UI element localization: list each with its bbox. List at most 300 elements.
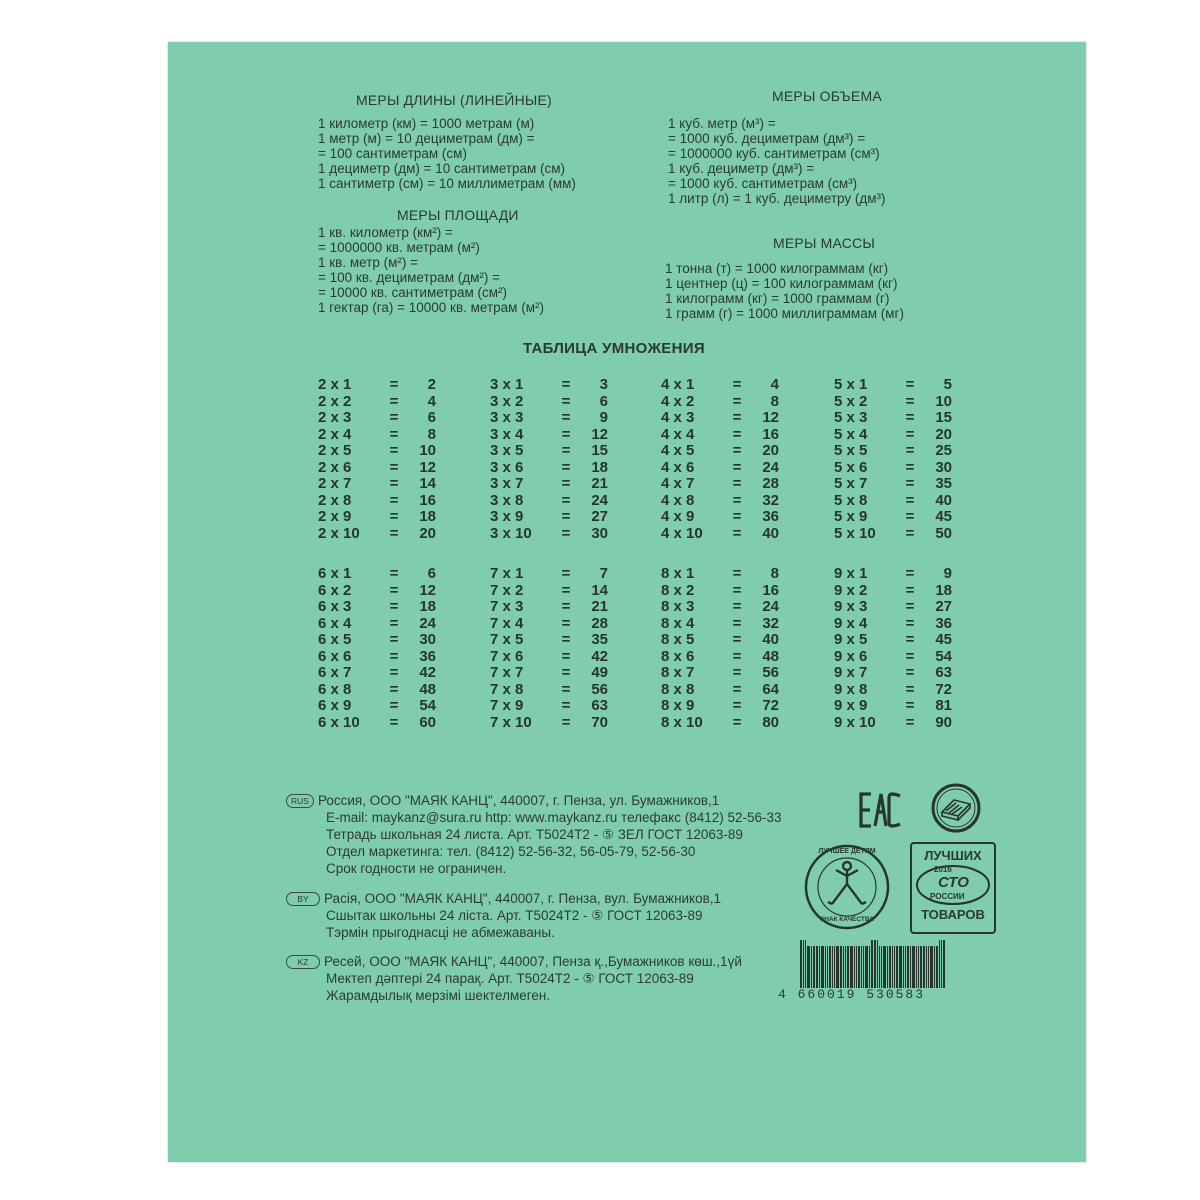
multiplication-result: 4 xyxy=(427,392,436,410)
multiplication-expression: 5 x 7 xyxy=(834,475,868,492)
mass-line: 1 грамм (г) = 1000 миллиграммам (мг) xyxy=(665,306,904,321)
multiplication-expression: 8 x 6 xyxy=(661,647,695,665)
multiplication-row xyxy=(834,697,984,714)
multiplication-row xyxy=(834,426,984,443)
multiplication-result: 20 xyxy=(935,425,952,443)
equals-sign: = xyxy=(905,392,915,410)
multiplication-expression: 9 x 1 xyxy=(834,565,868,582)
multiplication-result: 63 xyxy=(935,664,952,681)
multiplication-row xyxy=(318,525,468,542)
barcode-digits: 4 660019 530583 xyxy=(778,987,926,1002)
equals-sign: = xyxy=(389,697,399,714)
equals-sign: = xyxy=(905,409,915,426)
eac-mark-icon xyxy=(858,790,902,835)
country-badge-rus: RUS xyxy=(286,794,314,808)
mass-measures xyxy=(665,261,904,321)
equals-sign: = xyxy=(905,376,915,393)
multiplication-expression: 9 x 2 xyxy=(834,581,868,599)
multiplication-expression: 4 x 10 xyxy=(661,524,703,542)
equals-sign: = xyxy=(905,614,915,632)
multiplication-result: 18 xyxy=(419,508,436,525)
multiplication-row xyxy=(490,508,640,525)
equals-sign: = xyxy=(905,697,915,714)
multiplication-result: 63 xyxy=(591,697,608,714)
multiplication-result: 72 xyxy=(762,697,779,714)
multiplication-expression: 8 x 10 xyxy=(661,713,703,731)
multiplication-expression: 7 x 5 xyxy=(490,631,524,648)
multiplication-expression: 9 x 5 xyxy=(834,631,868,648)
equals-sign: = xyxy=(905,442,915,459)
equals-sign: = xyxy=(561,392,571,410)
multiplication-row xyxy=(661,475,811,492)
multiplication-result: 81 xyxy=(935,697,952,714)
multiplication-expression: 6 x 4 xyxy=(318,614,352,632)
equals-sign: = xyxy=(732,524,742,542)
multiplication-block xyxy=(661,376,811,541)
barcode-bar xyxy=(825,946,826,988)
multiplication-row xyxy=(661,442,811,459)
multiplication-row xyxy=(661,697,811,714)
barcode-bar xyxy=(856,946,857,988)
equals-sign: = xyxy=(732,491,742,509)
notebook-back-cover xyxy=(168,42,1086,1162)
multiplication-row xyxy=(834,664,984,681)
best-goods-emblem xyxy=(912,863,994,907)
multiplication-row xyxy=(834,565,984,582)
multiplication-block xyxy=(661,565,811,730)
multiplication-row xyxy=(490,697,640,714)
volume-line: = 1000000 куб. сантиметрам (см³) xyxy=(668,146,880,161)
barcode-bar xyxy=(916,946,917,988)
equals-sign: = xyxy=(389,631,399,648)
equals-sign: = xyxy=(561,508,571,525)
barcode-bar xyxy=(903,946,904,988)
equals-sign: = xyxy=(732,565,742,582)
multiplication-expression: 2 x 1 xyxy=(318,376,352,393)
multiplication-expression: 4 x 1 xyxy=(661,376,695,393)
multiplication-expression: 3 x 5 xyxy=(490,442,524,459)
multiplication-row xyxy=(661,598,811,615)
multiplication-result: 3 xyxy=(599,376,608,393)
barcode-bar xyxy=(874,940,876,988)
multiplication-expression: 6 x 6 xyxy=(318,647,352,665)
multiplication-result: 72 xyxy=(935,680,952,698)
multiplication-expression: 3 x 4 xyxy=(490,425,524,443)
multiplication-row xyxy=(318,681,468,698)
multiplication-expression: 5 x 8 xyxy=(834,491,868,509)
multiplication-expression: 2 x 10 xyxy=(318,524,360,542)
multiplication-expression: 2 x 8 xyxy=(318,491,352,509)
equals-sign: = xyxy=(732,409,742,426)
volume-measures xyxy=(668,116,886,206)
equals-sign: = xyxy=(561,697,571,714)
multiplication-expression: 7 x 8 xyxy=(490,680,524,698)
multiplication-expression: 7 x 9 xyxy=(490,697,524,714)
multiplication-row xyxy=(661,615,811,632)
multiplication-expression: 5 x 2 xyxy=(834,392,868,410)
barcode-bar xyxy=(803,940,804,988)
multiplication-result: 40 xyxy=(935,491,952,509)
multiplication-result: 7 xyxy=(599,565,608,582)
multiplication-result: 60 xyxy=(419,713,436,731)
equals-sign: = xyxy=(561,614,571,632)
multiplication-expression: 6 x 7 xyxy=(318,664,352,681)
multiplication-expression: 4 x 8 xyxy=(661,491,695,509)
barcode-bar xyxy=(858,946,860,988)
multiplication-result: 35 xyxy=(591,631,608,648)
equals-sign: = xyxy=(905,581,915,599)
multiplication-result: 18 xyxy=(935,581,952,599)
multiplication-expression: 5 x 9 xyxy=(834,508,868,525)
multiplication-expression: 5 x 4 xyxy=(834,425,868,443)
volume-line: = 1000 куб. дециметрам (дм³) = xyxy=(668,131,866,146)
barcode-bar xyxy=(877,940,878,988)
equals-sign: = xyxy=(561,581,571,599)
area-line: = 10000 кв. сантиметрам (см²) xyxy=(318,285,508,300)
multiplication-row xyxy=(318,582,468,599)
length-line: 1 метр (м) = 10 дециметрам (дм) = xyxy=(318,131,535,146)
multiplication-row xyxy=(661,664,811,681)
footer-line: Тэрмiн прыгоднасцi не абмежаваны. xyxy=(326,925,555,940)
equals-sign: = xyxy=(389,376,399,393)
equals-sign: = xyxy=(389,524,399,542)
multiplication-expression: 6 x 8 xyxy=(318,680,352,698)
multiplication-expression: 2 x 4 xyxy=(318,425,352,443)
equals-sign: = xyxy=(389,713,399,731)
best-goods-sto: СТО xyxy=(938,874,969,891)
equals-sign: = xyxy=(389,491,399,509)
length-measures xyxy=(318,116,576,191)
equals-sign: = xyxy=(905,491,915,509)
multiplication-row xyxy=(490,475,640,492)
multiplication-result: 20 xyxy=(419,524,436,542)
barcode-bar xyxy=(926,946,927,988)
multiplication-result: 30 xyxy=(935,458,952,476)
equals-sign: = xyxy=(389,598,399,615)
multiplication-result: 18 xyxy=(419,598,436,615)
best-goods-russia: РОССИИ xyxy=(930,892,965,901)
barcode-bar xyxy=(894,946,895,988)
multiplication-row xyxy=(661,714,811,731)
multiplication-result: 54 xyxy=(935,647,952,665)
multiplication-row xyxy=(490,681,640,698)
multiplication-result: 14 xyxy=(591,581,608,599)
area-measures xyxy=(318,225,544,315)
multiplication-row xyxy=(318,664,468,681)
multiplication-row xyxy=(318,697,468,714)
multiplication-expression: 4 x 9 xyxy=(661,508,695,525)
multiplication-result: 6 xyxy=(427,565,436,582)
equals-sign: = xyxy=(561,425,571,443)
equals-sign: = xyxy=(561,631,571,648)
equals-sign: = xyxy=(561,664,571,681)
multiplication-result: 8 xyxy=(770,565,779,582)
equals-sign: = xyxy=(732,425,742,443)
barcode-bar xyxy=(928,946,929,988)
barcode xyxy=(800,940,946,988)
equals-sign: = xyxy=(905,475,915,492)
footer-line: Жарамдылық мерзiмi шектелмеген. xyxy=(326,988,551,1003)
multiplication-result: 27 xyxy=(935,598,952,615)
multiplication-row xyxy=(661,393,811,410)
multiplication-expression: 5 x 3 xyxy=(834,409,868,426)
equals-sign: = xyxy=(561,598,571,615)
multiplication-expression: 9 x 7 xyxy=(834,664,868,681)
multiplication-expression: 5 x 5 xyxy=(834,442,868,459)
multiplication-expression: 3 x 1 xyxy=(490,376,524,393)
multiplication-expression: 8 x 3 xyxy=(661,598,695,615)
multiplication-row xyxy=(318,426,468,443)
length-line: 1 километр (км) = 1000 метрам (м) xyxy=(318,116,535,131)
multiplication-expression: 3 x 7 xyxy=(490,475,524,492)
multiplication-expression: 6 x 5 xyxy=(318,631,352,648)
barcode-bar xyxy=(939,940,940,988)
footer-by xyxy=(286,890,721,941)
footer-line: Мектеп дәптерi 24 парақ. Арт. Т5024Т2 - ⑤ ГОСТ 12063-89 xyxy=(326,971,694,986)
footer-kz xyxy=(286,953,742,1004)
barcode-bar xyxy=(819,946,820,988)
multiplication-row xyxy=(490,525,640,542)
multiplication-expression: 9 x 10 xyxy=(834,713,876,731)
multiplication-expression: 4 x 3 xyxy=(661,409,695,426)
barcode-bar xyxy=(861,946,862,988)
barcode-bar xyxy=(805,940,806,988)
equals-sign: = xyxy=(561,680,571,698)
equals-sign: = xyxy=(732,508,742,525)
barcode-bar xyxy=(889,946,891,988)
equals-sign: = xyxy=(389,680,399,698)
equals-sign: = xyxy=(389,565,399,582)
equals-sign: = xyxy=(732,475,742,492)
multiplication-row xyxy=(661,631,811,648)
multiplication-result: 12 xyxy=(419,581,436,599)
multiplication-result: 9 xyxy=(599,409,608,426)
best-goods-russia-badge xyxy=(910,842,996,934)
multiplication-result: 4 xyxy=(770,376,779,393)
multiplication-row xyxy=(318,459,468,476)
multiplication-row xyxy=(318,615,468,632)
equals-sign: = xyxy=(905,565,915,582)
multiplication-result: 8 xyxy=(427,425,436,443)
barcode-bar xyxy=(907,946,909,988)
multiplication-row xyxy=(834,376,984,393)
equals-sign: = xyxy=(561,647,571,665)
multiplication-expression: 5 x 10 xyxy=(834,524,876,542)
equals-sign: = xyxy=(389,614,399,632)
equals-sign: = xyxy=(732,392,742,410)
multiplication-result: 56 xyxy=(762,664,779,681)
multiplication-row xyxy=(834,615,984,632)
multiplication-row xyxy=(490,442,640,459)
multiplication-result: 36 xyxy=(935,614,952,632)
multiplication-result: 35 xyxy=(935,475,952,492)
multiplication-expression: 7 x 2 xyxy=(490,581,524,599)
equals-sign: = xyxy=(732,680,742,698)
multiplication-result: 14 xyxy=(419,475,436,492)
barcode-bar xyxy=(923,946,925,988)
footer-line: Срок годности не ограничен. xyxy=(326,861,507,876)
mass-line: 1 центнер (ц) = 100 килограммам (кг) xyxy=(665,276,898,291)
multiplication-result: 16 xyxy=(762,425,779,443)
barcode-bar xyxy=(910,946,911,988)
multiplication-expression: 7 x 1 xyxy=(490,565,524,582)
barcode-bar xyxy=(836,946,839,988)
equals-sign: = xyxy=(732,598,742,615)
multiplication-row xyxy=(490,492,640,509)
equals-sign: = xyxy=(905,508,915,525)
multiplication-row xyxy=(661,376,811,393)
equals-sign: = xyxy=(905,598,915,615)
volume-line: 1 куб. метр (м³) = xyxy=(668,116,776,131)
multiplication-row xyxy=(318,648,468,665)
multiplication-row xyxy=(834,459,984,476)
multiplication-row xyxy=(490,615,640,632)
multiplication-result: 8 xyxy=(770,392,779,410)
multiplication-result: 24 xyxy=(419,614,436,632)
multiplication-row xyxy=(834,409,984,426)
barcode-bar xyxy=(879,946,880,988)
multiplication-result: 28 xyxy=(591,614,608,632)
equals-sign: = xyxy=(732,713,742,731)
equals-sign: = xyxy=(732,647,742,665)
multiplication-result: 16 xyxy=(419,491,436,509)
length-heading: МЕРЫ ДЛИНЫ (ЛИНЕЙНЫЕ) xyxy=(356,92,552,108)
multiplication-row xyxy=(661,582,811,599)
multiplication-row xyxy=(318,442,468,459)
equals-sign: = xyxy=(389,664,399,681)
area-line: 1 кв. метр (м²) = xyxy=(318,255,419,270)
equals-sign: = xyxy=(561,376,571,393)
multiplication-row xyxy=(661,648,811,665)
multiplication-row xyxy=(661,459,811,476)
multiplication-expression: 9 x 6 xyxy=(834,647,868,665)
multiplication-expression: 9 x 3 xyxy=(834,598,868,615)
barcode-bar xyxy=(829,946,831,988)
multiplication-row xyxy=(834,492,984,509)
equals-sign: = xyxy=(905,524,915,542)
barcode-bar xyxy=(807,946,810,988)
multiplication-block xyxy=(490,565,640,730)
equals-sign: = xyxy=(732,376,742,393)
multiplication-row xyxy=(834,475,984,492)
multiplication-result: 15 xyxy=(935,409,952,426)
multiplication-row xyxy=(834,525,984,542)
multiplication-block xyxy=(834,376,984,541)
multiplication-row xyxy=(490,459,640,476)
multiplication-row xyxy=(318,565,468,582)
footer-line: Отдел маркетинга: тел. (8412) 52-56-32, 56-05-79, 52-56-30 xyxy=(326,844,696,859)
footer-text: Расія, ООО "МАЯК КАНЦ", 440007, г. Пенза, вул. Бумажников,1 xyxy=(324,891,722,906)
multiplication-expression: 4 x 6 xyxy=(661,458,695,476)
equals-sign: = xyxy=(905,631,915,648)
multiplication-expression: 2 x 6 xyxy=(318,458,352,476)
barcode-bar xyxy=(832,946,833,988)
multiplication-result: 80 xyxy=(762,713,779,731)
barcode-bar xyxy=(863,946,864,988)
footer-line xyxy=(286,953,742,970)
equals-sign: = xyxy=(389,409,399,426)
multiplication-row xyxy=(318,409,468,426)
multiplication-row xyxy=(490,648,640,665)
equals-sign: = xyxy=(561,491,571,509)
multiplication-result: 18 xyxy=(591,458,608,476)
footer-line xyxy=(286,792,782,809)
footer-line: Тетрадь школьная 24 листа. Арт. Т5024Т2 - ⑤ ЗЕЛ ГОСТ 12063-89 xyxy=(326,827,743,842)
multiplication-row xyxy=(490,582,640,599)
equals-sign: = xyxy=(732,442,742,459)
multiplication-result: 30 xyxy=(591,524,608,542)
area-heading: МЕРЫ ПЛОЩАДИ xyxy=(397,207,519,223)
multiplication-result: 40 xyxy=(762,631,779,648)
multiplication-result: 21 xyxy=(591,475,608,492)
barcode-bar xyxy=(941,940,942,988)
barcode-bar xyxy=(936,946,938,988)
multiplication-expression: 6 x 2 xyxy=(318,581,352,599)
barcode-bar xyxy=(881,946,882,988)
multiplication-block xyxy=(490,376,640,541)
multiplication-result: 21 xyxy=(591,598,608,615)
multiplication-row xyxy=(661,409,811,426)
equals-sign: = xyxy=(389,508,399,525)
multiplication-expression: 3 x 9 xyxy=(490,508,524,525)
multiplication-row xyxy=(661,525,811,542)
multiplication-expression: 4 x 7 xyxy=(661,475,695,492)
equals-sign: = xyxy=(905,425,915,443)
barcode-bar xyxy=(943,940,945,988)
multiplication-result: 24 xyxy=(762,598,779,615)
area-line: = 1000000 кв. метрам (м²) xyxy=(318,240,480,255)
multiplication-result: 6 xyxy=(599,392,608,410)
barcode-bar xyxy=(887,946,888,988)
equals-sign: = xyxy=(732,581,742,599)
length-line: = 100 сантиметрам (см) xyxy=(318,146,467,161)
multiplication-result: 36 xyxy=(762,508,779,525)
equals-sign: = xyxy=(732,664,742,681)
multiplication-result: 5 xyxy=(943,376,952,393)
barcode-bar xyxy=(850,946,853,988)
multiplication-result: 64 xyxy=(762,680,779,698)
multiplication-block xyxy=(318,376,468,541)
multiplication-result: 12 xyxy=(762,409,779,426)
barcode-bar xyxy=(834,946,835,988)
equals-sign: = xyxy=(905,664,915,681)
multiplication-result: 42 xyxy=(419,664,436,681)
multiplication-result: 10 xyxy=(419,442,436,459)
best-goods-top-text: ЛУЧШИХ xyxy=(924,848,982,863)
multiplication-row xyxy=(318,598,468,615)
multiplication-row xyxy=(318,508,468,525)
equals-sign: = xyxy=(389,475,399,492)
book-icon xyxy=(930,782,982,839)
barcode-bar xyxy=(821,946,824,988)
multiplication-expression: 7 x 10 xyxy=(490,713,532,731)
multiplication-expression: 8 x 5 xyxy=(661,631,695,648)
barcode-bar xyxy=(930,946,933,988)
multiplication-expression: 3 x 10 xyxy=(490,524,532,542)
barcode-bar xyxy=(883,946,886,988)
equals-sign: = xyxy=(905,713,915,731)
multiplication-row xyxy=(490,409,640,426)
mass-heading: МЕРЫ МАССЫ xyxy=(773,235,875,251)
equals-sign: = xyxy=(732,697,742,714)
multiplication-expression: 9 x 4 xyxy=(834,614,868,632)
multiplication-row xyxy=(318,631,468,648)
barcode-bar xyxy=(871,940,873,988)
volume-line: 1 литр (л) = 1 куб. дециметру (дм³) xyxy=(668,191,886,206)
equals-sign: = xyxy=(732,458,742,476)
multiplication-row xyxy=(490,631,640,648)
multiplication-result: 24 xyxy=(591,491,608,509)
